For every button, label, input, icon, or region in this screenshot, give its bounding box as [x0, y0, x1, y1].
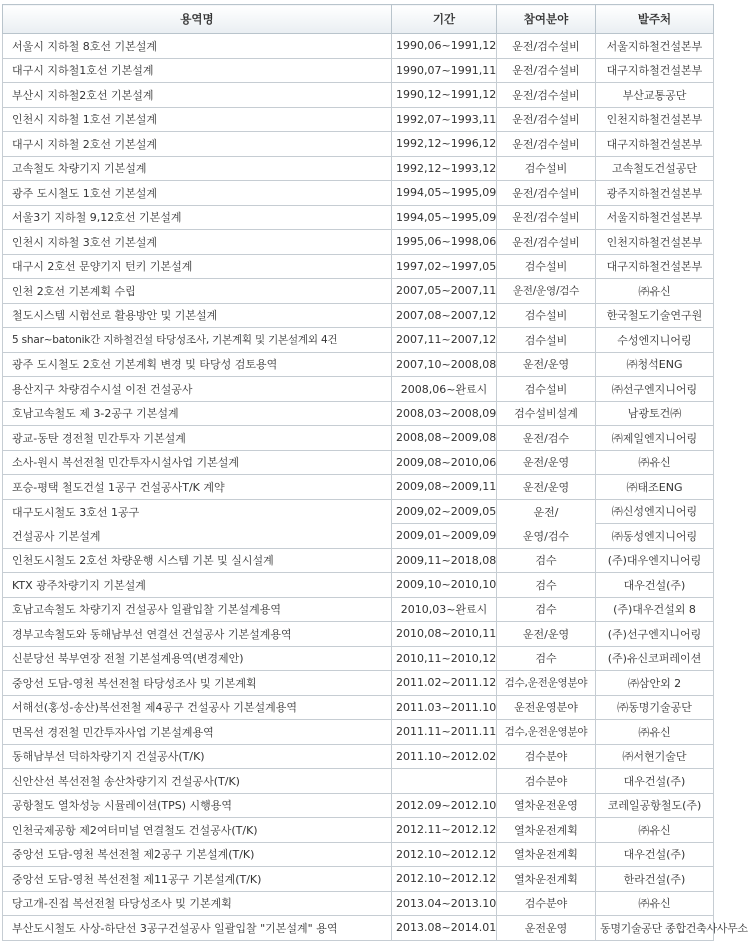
- table-row: [3, 818, 714, 843]
- field-cell: 운전/운영: [497, 450, 596, 475]
- field-cell: 검수설비: [497, 254, 596, 279]
- table-row: [3, 597, 714, 622]
- period-cell: 2007,05~2007,11: [392, 279, 497, 304]
- table-row: [3, 426, 714, 451]
- project-name-cell: 서울시 지하철 8호선 기본설계: [3, 34, 392, 59]
- project-name-cell: 신안산선 복선전철 송산차량기지 건설공사(T/K): [3, 769, 392, 794]
- table-row: [3, 377, 714, 402]
- project-name-cell: 고속철도 차량기지 기본설계: [3, 156, 392, 181]
- client-cell: 대우건설(주): [596, 842, 714, 867]
- period-cell: 1990,12~1991,12: [392, 83, 497, 108]
- period-cell: 2010,08~2010,11: [392, 622, 497, 647]
- project-name-cell: 동해남부선 덕하차량기지 건설공사(T/K): [3, 744, 392, 769]
- client-cell: ㈜유신: [596, 891, 714, 916]
- project-name-cell: 광주 도시철도 2호선 기본계획 변경 및 타당성 검토용역: [3, 352, 392, 377]
- period-cell: 2010,11~2010,12: [392, 646, 497, 671]
- table-row: [3, 867, 714, 892]
- table-row: [3, 107, 714, 132]
- table-row: [3, 279, 714, 304]
- field-cell: 운전/운영: [497, 475, 596, 500]
- table-row: [3, 352, 714, 377]
- project-name-cell: 부산시 지하철2호선 기본설계: [3, 83, 392, 108]
- project-name-cell: 5 shar~batonik간 지하철건설 타당성조사, 기본계획 및 기본설계외 4건: [3, 328, 392, 353]
- period-cell: 2012.10~2012.12: [392, 842, 497, 867]
- table-row: [3, 132, 714, 157]
- table-row: [3, 328, 714, 353]
- client-cell: ㈜동성엔지니어링: [596, 524, 714, 549]
- period-cell: 2012.10~2012.12: [392, 867, 497, 892]
- period-cell: 2009,08~2010,06: [392, 450, 497, 475]
- project-name-cell: 공항철도 열차성능 시뮬레이션(TPS) 시행용역: [3, 793, 392, 818]
- field-cell: 검수분야: [497, 769, 596, 794]
- project-name-cell: 인천도시철도 2호선 차량운행 시스템 기본 및 실시설계: [3, 548, 392, 573]
- period-cell: 1990,07~1991,11: [392, 58, 497, 83]
- period-cell: 1990,06~1991,12: [392, 34, 497, 59]
- client-cell: ㈜신성엔지니어링: [596, 499, 714, 524]
- table-row: [3, 475, 714, 500]
- project-name-cell: [3, 499, 392, 548]
- period-cell: 2008,08~2009,08: [392, 426, 497, 451]
- project-name-cell: 철도시스템 시험선로 활용방안 및 기본설계: [3, 303, 392, 328]
- field-cell: 열차운전계획: [497, 818, 596, 843]
- table-row: [3, 450, 714, 475]
- project-name-cell: 서울3기 지하철 9,12호선 기본설계: [3, 205, 392, 230]
- project-name-cell: 면목선 경전철 민간투자사업 기본설계용역: [3, 720, 392, 745]
- table-row: [3, 842, 714, 867]
- table-row: [3, 58, 714, 83]
- field-cell: 열차운전계획: [497, 842, 596, 867]
- table-row: [3, 720, 714, 745]
- client-cell: ㈜선구엔지니어링: [596, 377, 714, 402]
- table-row: [3, 401, 714, 426]
- table-row: [3, 744, 714, 769]
- period-cell: 2007,08~2007,12: [392, 303, 497, 328]
- client-cell: (주)대우엔지니어링: [596, 548, 714, 573]
- period-cell: 1992,07~1993,11: [392, 107, 497, 132]
- field-cell: 검수설비: [497, 303, 596, 328]
- field-cell: 운전/검수설비: [497, 181, 596, 206]
- header-project-name: 용역명: [3, 5, 392, 34]
- project-name-cell: 신분당선 북부연장 전철 기본설계용역(변경제안): [3, 646, 392, 671]
- field-cell: [497, 499, 596, 548]
- period-cell: 1994,05~1995,09: [392, 181, 497, 206]
- client-cell: 서울지하철건설본부: [596, 34, 714, 59]
- field-cell: 검수: [497, 573, 596, 598]
- field-cell: 열차운전계획: [497, 867, 596, 892]
- project-table-container: [2, 4, 748, 941]
- project-name-cell: 경부고속철도와 동해남부선 연결선 건설공사 기본설계용역: [3, 622, 392, 647]
- table-row: [3, 916, 714, 941]
- field-cell: 운전/검수설비: [497, 205, 596, 230]
- table-row: [3, 548, 714, 573]
- period-cell: 2009,11~2018,08: [392, 548, 497, 573]
- project-name-cell: 인천시 지하철 1호선 기본설계: [3, 107, 392, 132]
- client-cell: 대구지하철건설본부: [596, 132, 714, 157]
- period-cell: 2011.03~2011.10: [392, 695, 497, 720]
- table-row: [3, 205, 714, 230]
- field-cell: 운전운영: [497, 916, 596, 941]
- period-cell: 2009,01~2009,09: [392, 524, 497, 549]
- field-cell: 열차운전운영: [497, 793, 596, 818]
- client-cell: 남광토건㈜: [596, 401, 714, 426]
- period-cell: 2012.09~2012.10: [392, 793, 497, 818]
- project-name-cell: 대구시 2호선 문양기지 턴키 기본설계: [3, 254, 392, 279]
- table-row: [3, 499, 714, 524]
- table-row: [3, 254, 714, 279]
- table-row: [3, 83, 714, 108]
- field-cell: 검수,운전운영분야: [497, 720, 596, 745]
- project-table: [2, 4, 748, 941]
- field-cell: 운전/검수설비: [497, 107, 596, 132]
- client-cell: 대우건설(주): [596, 573, 714, 598]
- period-cell: 2011.11~2011.11: [392, 720, 497, 745]
- period-cell: 1994,05~1995,09: [392, 205, 497, 230]
- table-row: [3, 671, 714, 696]
- project-name-cell: 인천 2호선 기본계획 수립: [3, 279, 392, 304]
- header-field: 참여분야: [497, 5, 596, 34]
- project-name-cell: 대구시 지하철1호선 기본설계: [3, 58, 392, 83]
- table-row: [3, 303, 714, 328]
- period-cell: 2007,10~2008,08: [392, 352, 497, 377]
- field-cell: 검수분야: [497, 744, 596, 769]
- field-cell: 운전운영분야: [497, 695, 596, 720]
- period-cell: 1995,06~1998,06: [392, 230, 497, 255]
- client-cell: ㈜유신: [596, 450, 714, 475]
- field-cell: 운전/검수설비: [497, 58, 596, 83]
- period-cell: 2009,10~2010,10: [392, 573, 497, 598]
- field-cell: 운전/운영: [497, 622, 596, 647]
- client-cell: ㈜제일엔지니어링: [596, 426, 714, 451]
- client-cell: ㈜유신: [596, 279, 714, 304]
- period-cell: 2009,02~2009,05: [392, 499, 497, 524]
- field-cell: 운전/운영: [497, 352, 596, 377]
- field-cell: 검수: [497, 548, 596, 573]
- project-name-cell: 부산도시철도 사상-하단선 3공구건설공사 일괄입찰 "기본설계" 용역: [3, 916, 392, 941]
- client-cell: ㈜유신: [596, 720, 714, 745]
- project-name-cell: 용산지구 차량검수시설 이전 건설공사: [3, 377, 392, 402]
- field-cell: 운전/검수설비: [497, 83, 596, 108]
- period-cell: 1992,12~1993,12: [392, 156, 497, 181]
- client-cell: 대구지하철건설본부: [596, 58, 714, 83]
- client-cell: 코레일공항철도(주): [596, 793, 714, 818]
- table-row: [3, 230, 714, 255]
- client-cell: (주)유신코퍼레이션: [596, 646, 714, 671]
- client-cell: 고속철도건설공단: [596, 156, 714, 181]
- project-name-cell: 중앙선 도담-영천 복선전철 타당성조사 및 기본계획: [3, 671, 392, 696]
- period-cell: 2013.08~2014.01: [392, 916, 497, 941]
- header-period: 기간: [392, 5, 497, 34]
- client-cell: 인천지하철건설본부: [596, 107, 714, 132]
- period-cell: 2008,06~완료시: [392, 377, 497, 402]
- period-cell: [392, 769, 497, 794]
- period-cell: 2011.02~2011.12: [392, 671, 497, 696]
- table-header-row: [3, 5, 714, 34]
- project-name-cell: KTX 광주차량기지 기본설계: [3, 573, 392, 598]
- field-cell: 운전/검수설비: [497, 230, 596, 255]
- period-cell: 1992,12~1996,12: [392, 132, 497, 157]
- project-name-cell: 호남고속철도 차량기지 건설공사 일괄입찰 기본설계용역: [3, 597, 392, 622]
- field-cell: 검수설비설계: [497, 401, 596, 426]
- period-cell: 2008,03~2008,09: [392, 401, 497, 426]
- field-line: 운영/검수: [522, 529, 570, 543]
- client-cell: 동명기술공단 종합건축사사무소: [596, 916, 714, 941]
- period-cell: 2012.11~2012.12: [392, 818, 497, 843]
- table-row: [3, 695, 714, 720]
- project-name-cell: 광교-동탄 경전철 민간투자 기본설계: [3, 426, 392, 451]
- client-cell: 부산교통공단: [596, 83, 714, 108]
- field-cell: 검수분야: [497, 891, 596, 916]
- field-cell: 운전/검수설비: [497, 132, 596, 157]
- project-name-cell: 서해선(홍성-송산)복선전철 제4공구 건설공사 기본설계용역: [3, 695, 392, 720]
- field-cell: 검수,운전운영분야: [497, 671, 596, 696]
- client-cell: 한라건설(주): [596, 867, 714, 892]
- client-cell: 한국철도기술연구원: [596, 303, 714, 328]
- client-cell: 대구지하철건설본부: [596, 254, 714, 279]
- period-cell: 2011.10~2012.02: [392, 744, 497, 769]
- field-cell: 검수설비: [497, 377, 596, 402]
- project-name-line: 건설공사 기본설계: [12, 529, 101, 543]
- client-cell: 수성엔지니어링: [596, 328, 714, 353]
- client-cell: 대우건설(주): [596, 769, 714, 794]
- project-name-line: 대구도시철도 3호선 1공구: [12, 505, 140, 519]
- project-name-cell: 중앙선 도담-영천 복선전철 제11공구 기본설계(T/K): [3, 867, 392, 892]
- client-cell: ㈜유신: [596, 818, 714, 843]
- client-cell: ㈜동명기술공단: [596, 695, 714, 720]
- client-cell: 서울지하철건설본부: [596, 205, 714, 230]
- project-name-cell: 대구시 지하철 2호선 기본설계: [3, 132, 392, 157]
- project-name-cell: 당고개-진접 복선전철 타당성조사 및 기본계획: [3, 891, 392, 916]
- field-cell: 검수설비: [497, 156, 596, 181]
- field-cell: 검수: [497, 646, 596, 671]
- table-body: [3, 34, 748, 941]
- field-cell: 운전/운영/검수: [497, 279, 596, 304]
- table-row: [3, 793, 714, 818]
- project-name-cell: 중앙선 도담-영천 복선전철 제2공구 기본설계(T/K): [3, 842, 392, 867]
- field-cell: 운전/검수: [497, 426, 596, 451]
- header-client: 발주처: [596, 5, 714, 34]
- client-cell: ㈜삼안외 2: [596, 671, 714, 696]
- table-row: [3, 891, 714, 916]
- period-cell: 2010,03~완료시: [392, 597, 497, 622]
- client-cell: (주)선구엔지니어링: [596, 622, 714, 647]
- project-name-cell: 소사-원시 복선전철 민간투자시설사업 기본설계: [3, 450, 392, 475]
- table-row: [3, 622, 714, 647]
- field-cell: 검수설비: [497, 328, 596, 353]
- table-row: [3, 573, 714, 598]
- period-cell: 2013.04~2013.10: [392, 891, 497, 916]
- project-name-cell: 인천시 지하철 3호선 기본설계: [3, 230, 392, 255]
- table-row: [3, 646, 714, 671]
- field-cell: 검수: [497, 597, 596, 622]
- client-cell: 광주지하철건설본부: [596, 181, 714, 206]
- client-cell: (주)대우건설외 8: [596, 597, 714, 622]
- field-cell: 운전/검수설비: [497, 34, 596, 59]
- table-row: [3, 34, 714, 59]
- project-name-cell: 포승-평택 철도건설 1공구 건설공사T/K 계약: [3, 475, 392, 500]
- table-row: [3, 769, 714, 794]
- period-cell: 1997,02~1997,05: [392, 254, 497, 279]
- client-cell: 인천지하철건설본부: [596, 230, 714, 255]
- project-name-cell: 호남고속철도 제 3-2공구 기본설계: [3, 401, 392, 426]
- period-cell: 2009,08~2009,11: [392, 475, 497, 500]
- period-cell: 2007,11~2007,12: [392, 328, 497, 353]
- client-cell: ㈜청석ENG: [596, 352, 714, 377]
- table-row: [3, 156, 714, 181]
- field-line: 운전/: [533, 505, 559, 519]
- client-cell: ㈜서현기술단: [596, 744, 714, 769]
- table-row: [3, 181, 714, 206]
- project-name-cell: 광주 도시철도 1호선 기본설계: [3, 181, 392, 206]
- project-name-cell: 인천국제공항 제2여터미널 연결철도 건설공사(T/K): [3, 818, 392, 843]
- client-cell: ㈜태조ENG: [596, 475, 714, 500]
